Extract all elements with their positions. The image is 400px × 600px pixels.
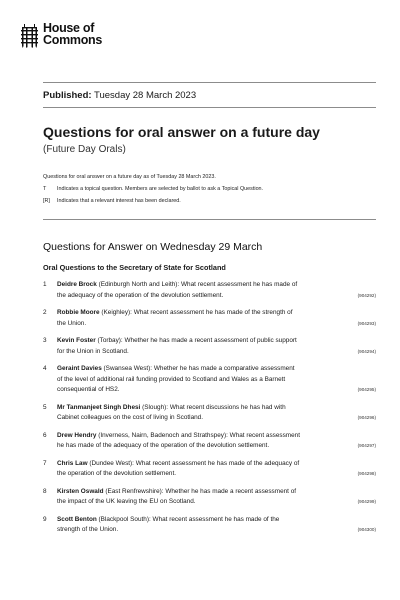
question-item <box>43 364 376 396</box>
question-line <box>57 497 327 508</box>
question-body <box>57 431 327 452</box>
divider-published <box>43 107 376 108</box>
logo-wordmark <box>43 23 102 46</box>
note-symbol: T <box>43 186 47 193</box>
question-number: 5 <box>43 403 47 411</box>
member-constituency: (Torbay): <box>97 337 123 344</box>
question-line <box>57 431 327 442</box>
question-body <box>57 515 327 536</box>
question-item <box>43 487 376 508</box>
house-of-commons-logo <box>20 23 102 48</box>
question-text: the impact of the UK leaving the EU on Scotland. <box>57 498 196 505</box>
question-line <box>57 469 327 480</box>
published-label: Published: <box>43 90 92 101</box>
question-reference: (904300) <box>357 527 376 532</box>
question-text: What recent assessment he has made of the strength of <box>133 309 293 316</box>
question-body <box>57 364 327 396</box>
published-line <box>43 90 196 101</box>
question-text: the adequacy of the operation of the devolution settlement. <box>57 291 224 299</box>
question-body <box>57 459 327 480</box>
page-title: Questions for oral answer on a future day <box>43 124 320 140</box>
question-number: 4 <box>43 365 47 372</box>
note-interest <box>43 195 263 207</box>
divider-notes <box>43 219 376 220</box>
question-line <box>57 308 327 319</box>
question-number: 9 <box>43 515 47 523</box>
question-text: What recent assessment <box>229 431 300 439</box>
member-name: Kevin Foster <box>57 337 96 344</box>
question-line <box>57 413 327 424</box>
member-name: Drew Hendry <box>57 431 97 439</box>
notes-block <box>43 171 263 208</box>
question-line <box>57 515 327 526</box>
member-name: Geraint Davies <box>57 365 102 372</box>
question-body <box>57 336 327 357</box>
portcullis-icon <box>20 24 39 48</box>
question-line <box>57 385 327 396</box>
member-constituency: (Keighley): <box>101 309 132 316</box>
notes-intro: Questions for oral answer on a future day as of Tuesday 28 March 2023. <box>43 174 216 180</box>
question-line <box>57 280 327 291</box>
question-number: 2 <box>43 309 47 316</box>
question-number: 1 <box>43 281 47 288</box>
question-item <box>43 308 376 329</box>
question-text: Cabinet colleagues on the cost of living in Scotland. <box>57 414 204 421</box>
note-symbol: [R] <box>43 198 50 205</box>
member-constituency: (Edinburgh North and Leith): <box>98 281 180 288</box>
member-constituency: (Slough): <box>142 403 169 411</box>
member-name: Scott Benton <box>57 515 97 523</box>
question-number: 7 <box>43 459 47 467</box>
question-text: What recent assessment he has made of the <box>152 515 280 523</box>
question-reference: (904298) <box>357 471 376 476</box>
question-text: the operation of the devolution settlement. <box>57 470 177 477</box>
member-name: Chris Law <box>57 459 88 467</box>
published-date: Tuesday 28 March 2023 <box>94 90 197 101</box>
questions-list <box>43 280 376 543</box>
question-text: What recent assessment he has made of the adequacy of <box>135 459 300 467</box>
divider-top <box>43 82 376 83</box>
question-text: Whether he has made a recent assessment of public support <box>124 337 297 344</box>
question-line <box>57 319 327 330</box>
question-body <box>57 403 327 424</box>
member-name: Deidre Brock <box>57 281 97 288</box>
question-reference: (904292) <box>357 292 376 298</box>
logo-line-1: House of <box>43 21 95 35</box>
note-text: Indicates a topical question. Members are selected by ballot to ask a Topical Question. <box>57 186 264 193</box>
question-text: he has made of the adequacy of the operation of the devolution settlement. <box>57 442 270 449</box>
question-body <box>57 487 327 508</box>
question-text: for the Union in Scotland. <box>57 347 129 355</box>
question-reference: (904295) <box>357 387 376 392</box>
question-text: the Union. <box>57 319 87 327</box>
question-reference: (904297) <box>357 443 376 448</box>
question-text: strength of the Union. <box>57 526 119 533</box>
logo-line-2: Commons <box>43 32 103 47</box>
member-constituency: (East Renfrewshire): <box>105 487 164 495</box>
page-subtitle: (Future Day Orals) <box>43 144 126 155</box>
question-reference: (904299) <box>357 499 376 504</box>
question-line <box>57 291 327 302</box>
member-constituency: (Swansea West): <box>103 365 153 372</box>
question-text: consequential of HS2. <box>57 386 120 393</box>
member-constituency: (Blackpool South): <box>98 515 151 523</box>
note-topical <box>43 183 263 195</box>
question-text: of the level of additional rail funding provided to Scotland and Wales as a Barnett <box>57 375 286 383</box>
question-line <box>57 347 327 358</box>
section-heading: Questions for Answer on Wednesday 29 March <box>43 241 263 253</box>
question-line <box>57 375 327 386</box>
question-item <box>43 515 376 536</box>
question-reference: (904294) <box>357 348 376 354</box>
member-constituency: (Dundee West): <box>89 459 134 467</box>
question-number: 8 <box>43 487 47 495</box>
department-heading: Oral Questions to the Secretary of State for Scotland <box>43 263 226 272</box>
question-reference: (904293) <box>357 320 376 326</box>
question-line <box>57 403 327 414</box>
question-item <box>43 431 376 452</box>
question-line <box>57 441 327 452</box>
question-text: Whether he has made a recent assessment of <box>165 487 297 495</box>
question-line <box>57 459 327 470</box>
question-text: Whether he has made a comparative assessment <box>153 365 295 372</box>
question-item <box>43 459 376 480</box>
member-name: Kirsten Oswald <box>57 487 104 495</box>
question-item <box>43 280 376 301</box>
question-body <box>57 308 327 329</box>
question-line <box>57 336 327 347</box>
note-text: Indicates that a relevant interest has been declared. <box>57 198 181 205</box>
question-number: 3 <box>43 337 47 344</box>
question-line <box>57 525 327 536</box>
question-item <box>43 336 376 357</box>
question-number: 6 <box>43 431 47 439</box>
question-text: What recent discussions he has had with <box>169 403 286 411</box>
question-body <box>57 280 327 301</box>
question-line <box>57 364 327 375</box>
question-reference: (904296) <box>357 415 376 420</box>
question-line <box>57 487 327 498</box>
member-constituency: (Inverness, Nairn, Badenoch and Strathspey): <box>98 431 228 439</box>
member-name: Mr Tanmanjeet Singh Dhesi <box>57 403 141 411</box>
member-name: Robbie Moore <box>57 309 100 316</box>
question-item <box>43 403 376 424</box>
question-text: What recent assessment he has made of <box>181 281 298 288</box>
